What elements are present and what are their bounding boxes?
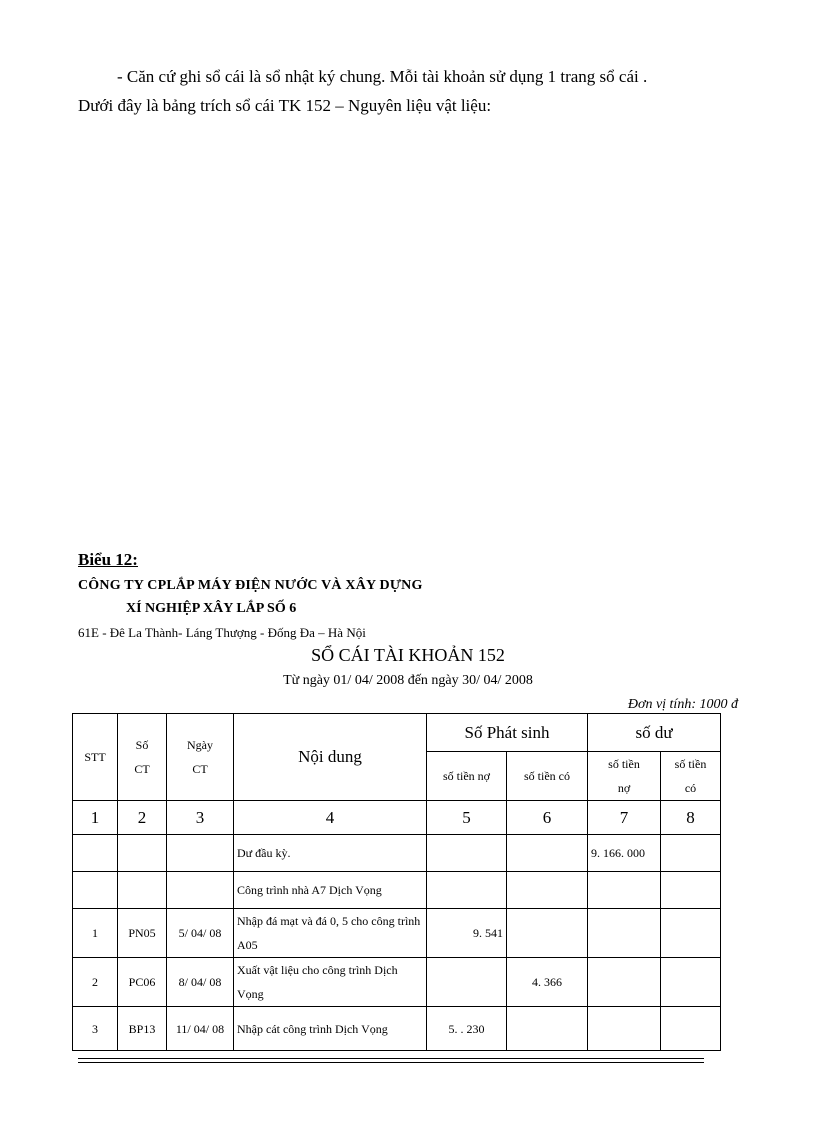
cell-co-phat-sinh bbox=[507, 1007, 588, 1051]
cell-du-no bbox=[588, 1007, 661, 1051]
table-row bbox=[73, 909, 721, 958]
cell-no-phat-sinh bbox=[427, 958, 507, 1007]
ledger-period: Từ ngày 01/ 04/ 2008 đến ngày 30/ 04/ 2008 bbox=[283, 673, 533, 688]
column-number: 6 bbox=[507, 801, 588, 835]
cell-so-ct: BP13 bbox=[118, 1007, 167, 1051]
cell-du-co bbox=[661, 1007, 721, 1051]
company-name: CÔNG TY CPLẮP MÁY ĐIỆN NƯỚC VÀ XÂY DỰNG bbox=[78, 578, 423, 593]
cell-no-phat-sinh bbox=[427, 872, 507, 909]
ledger-table bbox=[72, 713, 721, 1051]
company-address: 61E - Đê La Thành- Láng Thượng - Đống Đa – Hà Nội bbox=[78, 625, 366, 640]
cell-co-phat-sinh bbox=[507, 872, 588, 909]
cell-noi-dung: Nhập đá mạt và đá 0, 5 cho công trình A05 bbox=[234, 909, 427, 958]
form-label: Biểu 12: bbox=[78, 550, 138, 569]
table-row bbox=[73, 872, 721, 909]
branch-name: XÍ NGHIỆP XÂY LẮP SỐ 6 bbox=[126, 601, 297, 616]
column-number: 4 bbox=[234, 801, 427, 835]
cell-no-phat-sinh: 9. 541 bbox=[427, 909, 507, 958]
cell-noi-dung: Xuất vật liệu cho công trình Dịch Vọng bbox=[234, 958, 427, 1007]
cell-so-ct: PN05 bbox=[118, 909, 167, 958]
cell-stt bbox=[73, 835, 118, 872]
header-no-du: số tiền nợ bbox=[588, 752, 661, 801]
cell-noi-dung: Nhập cát công trình Dịch Vọng bbox=[234, 1007, 427, 1051]
header-so-du: số dư bbox=[588, 714, 721, 752]
unit-note: Đơn vị tính: 1000 đ bbox=[627, 697, 738, 712]
cell-co-phat-sinh: 4. 366 bbox=[507, 958, 588, 1007]
cell-noi-dung: Dư đầu kỳ. bbox=[234, 835, 427, 872]
cell-ngay-ct bbox=[167, 872, 234, 909]
header-co-phat-sinh: số tiền có bbox=[507, 752, 588, 801]
table-row bbox=[73, 1007, 721, 1051]
cell-ngay-ct: 11/ 04/ 08 bbox=[167, 1007, 234, 1051]
intro-line-1: - Căn cứ ghi sổ cái là sổ nhật ký chung. Mỗi tài khoản sử dụng 1 trang sổ cái . bbox=[117, 67, 648, 86]
cell-so-ct bbox=[118, 835, 167, 872]
header-co-du: số tiền có bbox=[661, 752, 721, 801]
cell-noi-dung: Công trình nhà A7 Dịch Vọng bbox=[234, 872, 427, 909]
header-so-ct: Số CT bbox=[118, 714, 167, 801]
cell-du-no: 9. 166. 000 bbox=[588, 835, 661, 872]
column-number: 1 bbox=[73, 801, 118, 835]
footer-rule-bottom bbox=[78, 1062, 704, 1063]
column-number: 2 bbox=[118, 801, 167, 835]
header-noi-dung: Nội dung bbox=[234, 714, 427, 801]
cell-du-co bbox=[661, 909, 721, 958]
header-no-phat-sinh: số tiền nợ bbox=[427, 752, 507, 801]
cell-so-ct bbox=[118, 872, 167, 909]
cell-du-co bbox=[661, 958, 721, 1007]
table-row bbox=[73, 958, 721, 1007]
cell-du-no bbox=[588, 958, 661, 1007]
cell-ngay-ct: 8/ 04/ 08 bbox=[167, 958, 234, 1007]
cell-du-no bbox=[588, 909, 661, 958]
column-number: 8 bbox=[661, 801, 721, 835]
cell-stt: 3 bbox=[73, 1007, 118, 1051]
cell-co-phat-sinh bbox=[507, 835, 588, 872]
column-number: 5 bbox=[427, 801, 507, 835]
cell-ngay-ct bbox=[167, 835, 234, 872]
column-number: 3 bbox=[167, 801, 234, 835]
footer-rule-top bbox=[78, 1058, 704, 1059]
cell-so-ct: PC06 bbox=[118, 958, 167, 1007]
cell-no-phat-sinh: 5. . 230 bbox=[427, 1007, 507, 1051]
cell-du-co bbox=[661, 835, 721, 872]
cell-du-no bbox=[588, 872, 661, 909]
column-number: 7 bbox=[588, 801, 661, 835]
cell-du-co bbox=[661, 872, 721, 909]
cell-co-phat-sinh bbox=[507, 909, 588, 958]
header-phat-sinh: Số Phát sinh bbox=[427, 714, 588, 752]
cell-stt: 2 bbox=[73, 958, 118, 1007]
cell-no-phat-sinh bbox=[427, 835, 507, 872]
cell-ngay-ct: 5/ 04/ 08 bbox=[167, 909, 234, 958]
cell-stt bbox=[73, 872, 118, 909]
cell-stt: 1 bbox=[73, 909, 118, 958]
intro-line-2: Dưới đây là bảng trích sổ cái TK 152 – Nguyên liệu vật liệu: bbox=[78, 96, 492, 115]
header-ngay-ct: Ngày CT bbox=[167, 714, 234, 801]
ledger-title: SỔ CÁI TÀI KHOẢN 152 bbox=[311, 645, 505, 665]
header-stt: STT bbox=[73, 714, 118, 801]
table-row bbox=[73, 835, 721, 872]
